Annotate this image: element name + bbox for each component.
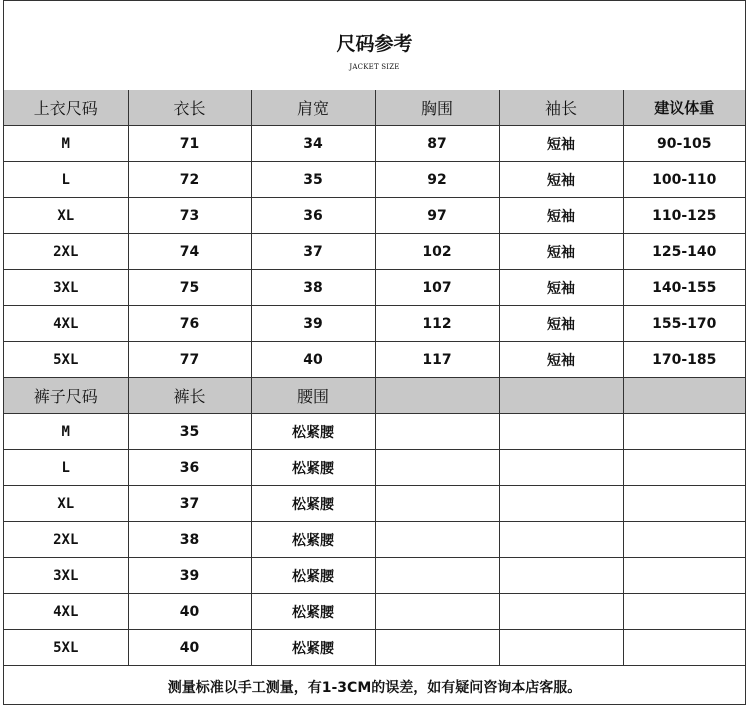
table-cell: 75 [128, 270, 251, 306]
table-cell [375, 486, 499, 522]
header-cell: 袖长 [499, 90, 623, 126]
chart-subtitle: JACKET SIZE [349, 63, 400, 71]
table-cell: 短袖 [499, 234, 623, 270]
size-cell: 4XL [4, 594, 128, 630]
table-cell: 39 [128, 558, 251, 594]
table-cell [499, 522, 623, 558]
table-cell: 37 [251, 234, 375, 270]
table-cell: 97 [375, 198, 499, 234]
header-cell: 衣长 [128, 90, 251, 126]
table-cell: 短袖 [499, 198, 623, 234]
pants-header-row [4, 378, 745, 414]
pants-size-row [4, 594, 745, 630]
table-cell [499, 450, 623, 486]
table-cell: 40 [251, 342, 375, 378]
table-cell: 松紧腰 [251, 486, 375, 522]
table-cell: 90-105 [623, 126, 745, 162]
table-cell [375, 594, 499, 630]
table-cell [623, 450, 745, 486]
size-cell: 4XL [4, 306, 128, 342]
table-cell: 40 [128, 630, 251, 666]
table-cell: 松紧腰 [251, 594, 375, 630]
table-cell: 松紧腰 [251, 630, 375, 666]
pants-size-row [4, 414, 745, 450]
chart-title: 尺码参考 [336, 33, 413, 55]
table-cell: 117 [375, 342, 499, 378]
pants-size-row [4, 486, 745, 522]
size-cell: 5XL [4, 342, 128, 378]
title-block [4, 1, 745, 91]
pants-size-row [4, 450, 745, 486]
table-cell [623, 522, 745, 558]
table-cell [623, 486, 745, 522]
header-cell [623, 378, 745, 414]
header-cell [375, 378, 499, 414]
table-cell: 112 [375, 306, 499, 342]
table-cell: 松紧腰 [251, 414, 375, 450]
top-size-row [4, 234, 745, 270]
table-cell: 35 [128, 414, 251, 450]
table-cell: 36 [128, 450, 251, 486]
table-cell: 35 [251, 162, 375, 198]
header-cell: 裤长 [128, 378, 251, 414]
table-cell [375, 558, 499, 594]
table-cell: 短袖 [499, 306, 623, 342]
table-cell [499, 594, 623, 630]
top-header-row [4, 90, 745, 126]
table-cell: 松紧腰 [251, 558, 375, 594]
table-cell [499, 558, 623, 594]
table-cell: 140-155 [623, 270, 745, 306]
table-cell: 39 [251, 306, 375, 342]
top-size-row [4, 270, 745, 306]
table-cell: 87 [375, 126, 499, 162]
table-cell: 155-170 [623, 306, 745, 342]
table-cell: 37 [128, 486, 251, 522]
table-cell [499, 414, 623, 450]
table-cell [623, 558, 745, 594]
header-cell: 肩宽 [251, 90, 375, 126]
top-size-row [4, 162, 745, 198]
top-size-row [4, 126, 745, 162]
pants-size-row [4, 522, 745, 558]
top-size-row [4, 306, 745, 342]
size-cell: 3XL [4, 270, 128, 306]
table-cell: 72 [128, 162, 251, 198]
header-cell: 上衣尺码 [4, 90, 128, 126]
table-cell: 100-110 [623, 162, 745, 198]
table-cell: 短袖 [499, 270, 623, 306]
size-cell: 2XL [4, 522, 128, 558]
size-cell: L [4, 450, 128, 486]
table-cell [499, 486, 623, 522]
size-chart [3, 0, 746, 705]
size-cell: M [4, 126, 128, 162]
table-cell [375, 414, 499, 450]
table-cell [375, 522, 499, 558]
top-size-row [4, 198, 745, 234]
table-cell: 71 [128, 126, 251, 162]
size-cell: XL [4, 198, 128, 234]
table-cell: 40 [128, 594, 251, 630]
measurement-note: 测量标准以手工测量，有1-3CM的误差，如有疑问咨询本店客服。 [167, 680, 582, 696]
size-cell: 2XL [4, 234, 128, 270]
size-table [4, 90, 745, 666]
table-cell: 170-185 [623, 342, 745, 378]
table-cell: 125-140 [623, 234, 745, 270]
table-cell: 松紧腰 [251, 450, 375, 486]
table-cell [623, 630, 745, 666]
header-cell [499, 378, 623, 414]
table-cell: 短袖 [499, 162, 623, 198]
size-cell: 5XL [4, 630, 128, 666]
pants-size-row [4, 558, 745, 594]
table-cell: 34 [251, 126, 375, 162]
header-cell: 建议体重 [623, 90, 745, 126]
table-cell [623, 414, 745, 450]
header-cell: 腰围 [251, 378, 375, 414]
table-cell: 73 [128, 198, 251, 234]
size-cell: 3XL [4, 558, 128, 594]
table-cell: 短袖 [499, 126, 623, 162]
table-cell: 76 [128, 306, 251, 342]
table-cell: 77 [128, 342, 251, 378]
table-cell: 38 [128, 522, 251, 558]
size-cell: M [4, 414, 128, 450]
table-cell: 102 [375, 234, 499, 270]
table-cell: 松紧腰 [251, 522, 375, 558]
table-cell: 38 [251, 270, 375, 306]
header-cell: 裤子尺码 [4, 378, 128, 414]
table-cell: 110-125 [623, 198, 745, 234]
size-cell: XL [4, 486, 128, 522]
top-size-row [4, 342, 745, 378]
table-cell: 74 [128, 234, 251, 270]
header-cell: 胸围 [375, 90, 499, 126]
table-cell: 短袖 [499, 342, 623, 378]
table-cell [499, 630, 623, 666]
table-cell [375, 450, 499, 486]
table-cell: 92 [375, 162, 499, 198]
table-cell [375, 630, 499, 666]
pants-size-row [4, 630, 745, 666]
table-cell: 107 [375, 270, 499, 306]
table-cell: 36 [251, 198, 375, 234]
size-cell: L [4, 162, 128, 198]
table-cell [623, 594, 745, 630]
